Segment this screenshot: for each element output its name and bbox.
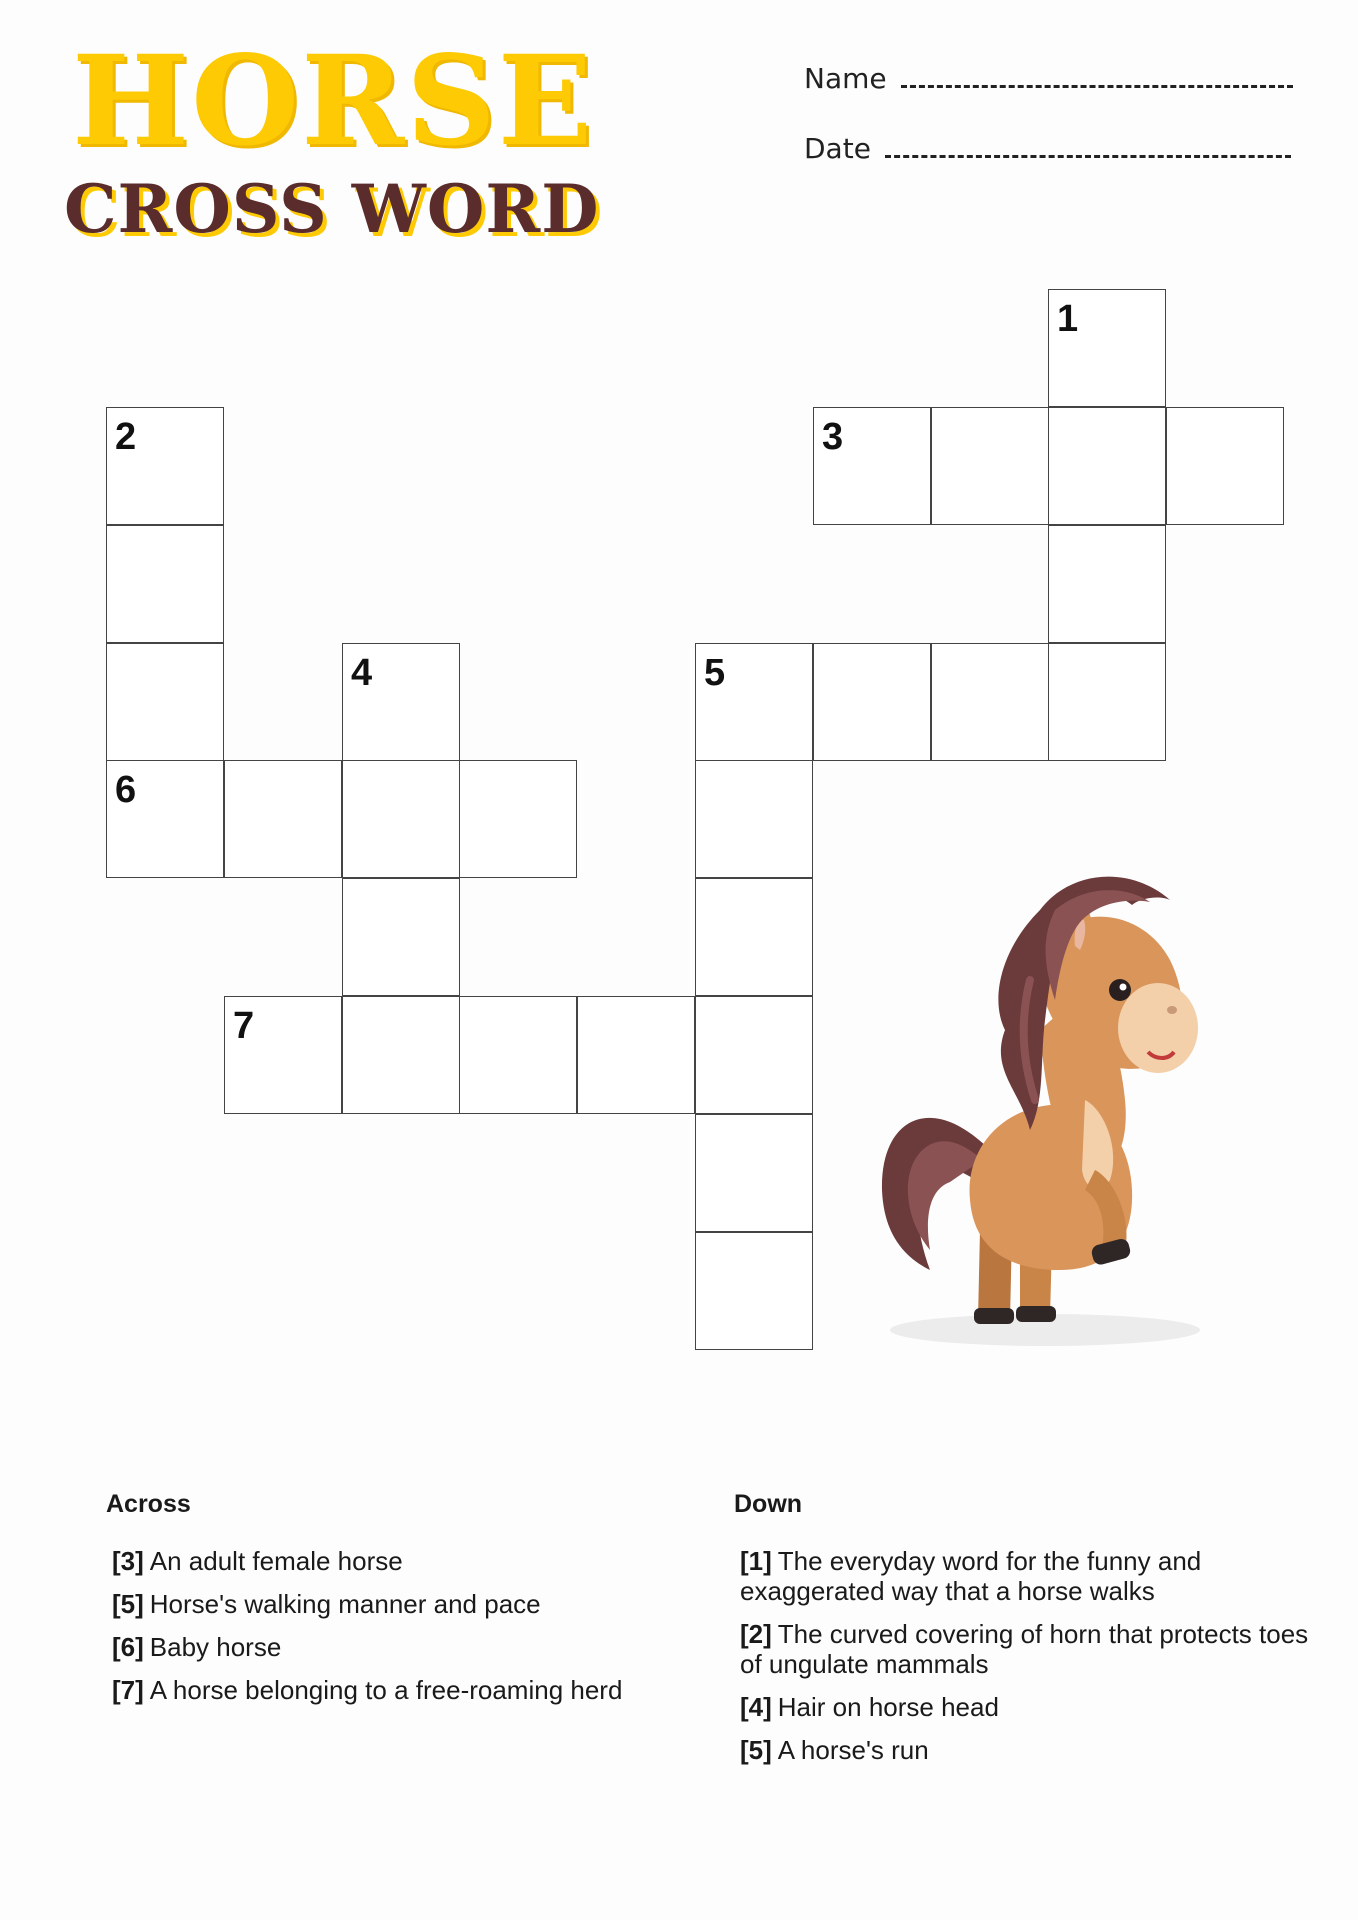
- crossword-cell[interactable]: [931, 407, 1049, 525]
- clue-text: Baby horse: [149, 1632, 282, 1662]
- crossword-cell[interactable]: [106, 760, 224, 878]
- clue-text: An adult female horse: [149, 1546, 403, 1576]
- clue-number-label: 7: [233, 1005, 255, 1047]
- crossword-cell[interactable]: [695, 643, 813, 761]
- across-heading: Across: [106, 1490, 191, 1518]
- clue-number: [7]: [112, 1675, 144, 1705]
- clue-number: [3]: [112, 1546, 144, 1576]
- clue-number: [5]: [740, 1735, 772, 1765]
- across-clue: [112, 1675, 692, 1705]
- date-field[interactable]: [804, 132, 1291, 165]
- crossword-cell[interactable]: [459, 996, 577, 1114]
- crossword-cell[interactable]: [224, 996, 342, 1114]
- crossword-cell[interactable]: [695, 760, 813, 878]
- clue-number-label: 1: [1057, 298, 1079, 340]
- clue-number-label: 3: [822, 416, 844, 458]
- down-clue: [740, 1735, 1320, 1765]
- cartoon-horse-icon: [870, 850, 1260, 1370]
- down-clue: [740, 1692, 1320, 1722]
- clue-number: [6]: [112, 1632, 144, 1662]
- crossword-cell[interactable]: [695, 996, 813, 1114]
- clue-number: [5]: [112, 1589, 144, 1619]
- across-clue-list: [112, 1546, 692, 1718]
- crossword-cell[interactable]: [813, 643, 931, 761]
- crossword-cell[interactable]: [577, 996, 695, 1114]
- clue-text: A horse's run: [777, 1735, 929, 1765]
- across-clue: [112, 1589, 692, 1619]
- page-subtitle: CROSS WORD: [64, 170, 600, 248]
- across-clue: [112, 1632, 692, 1662]
- crossword-cell[interactable]: [342, 760, 460, 878]
- clue-number: [4]: [740, 1692, 772, 1722]
- crossword-cell[interactable]: [813, 407, 931, 525]
- down-heading: Down: [734, 1490, 803, 1518]
- crossword-cell[interactable]: [106, 407, 224, 525]
- name-blank-line[interactable]: [901, 79, 1293, 88]
- crossword-cell[interactable]: [1048, 407, 1166, 525]
- down-clue-list: [740, 1546, 1320, 1778]
- crossword-cell[interactable]: [106, 525, 224, 643]
- crossword-cell[interactable]: [106, 643, 224, 761]
- clue-number-label: 2: [115, 416, 137, 458]
- clue-number: [1]: [740, 1546, 772, 1576]
- crossword-cell[interactable]: [459, 760, 577, 878]
- crossword-cell[interactable]: [342, 643, 460, 761]
- crossword-cell[interactable]: [695, 1232, 813, 1350]
- crossword-cell[interactable]: [695, 878, 813, 996]
- clue-number-label: 5: [704, 652, 726, 694]
- clue-text: The curved covering of horn that protects toes of ungulate mammals: [740, 1619, 1309, 1679]
- crossword-cell[interactable]: [1048, 643, 1166, 761]
- clue-number-label: 4: [351, 652, 373, 694]
- name-label: Name: [804, 62, 887, 95]
- clue-text: Horse's walking manner and pace: [149, 1589, 541, 1619]
- clue-text: Hair on horse head: [777, 1692, 999, 1722]
- crossword-cell[interactable]: [1048, 289, 1166, 407]
- clue-text: A horse belonging to a free-roaming herd: [149, 1675, 623, 1705]
- crossword-cell[interactable]: [1048, 525, 1166, 643]
- page-title: HORSE: [72, 29, 595, 174]
- clue-number: [2]: [740, 1619, 772, 1649]
- down-clue: [740, 1546, 1320, 1606]
- crossword-cell[interactable]: [931, 643, 1049, 761]
- crossword-cell[interactable]: [342, 996, 460, 1114]
- clue-number-label: 6: [115, 769, 137, 811]
- name-field[interactable]: [804, 62, 1293, 95]
- date-label: Date: [804, 132, 871, 165]
- crossword-cell[interactable]: [342, 878, 460, 996]
- crossword-cell[interactable]: [1166, 407, 1284, 525]
- clue-text: The everyday word for the funny and exaggerated way that a horse walks: [740, 1546, 1202, 1606]
- crossword-cell[interactable]: [224, 760, 342, 878]
- down-clue: [740, 1619, 1320, 1679]
- date-blank-line[interactable]: [885, 149, 1291, 158]
- across-clue: [112, 1546, 692, 1576]
- crossword-cell[interactable]: [695, 1114, 813, 1232]
